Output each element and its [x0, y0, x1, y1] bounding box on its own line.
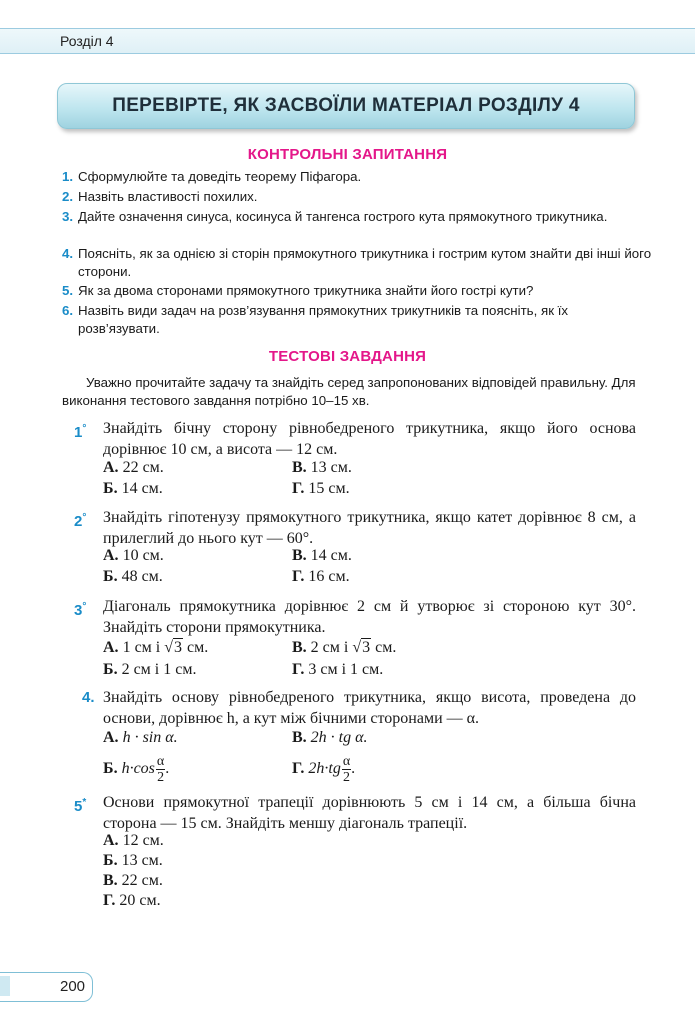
question-number: 6. — [62, 303, 74, 318]
answer-option: В. 13 см. — [292, 459, 352, 476]
tests-intro: Уважно прочитайте задачу та знайдіть серед запропонованих відповідей правильну. Для виконання тестового завдання потрібно 10–15 хв. — [62, 375, 636, 408]
answer-option: А. 10 см. — [103, 547, 164, 564]
answer-option: А. 12 см. — [103, 832, 164, 849]
answer-option: Г. 3 см і 1 см. — [292, 661, 384, 678]
answer-option: Г. 2h·tg $\frac{\alpha}{2}$ . — [292, 754, 356, 785]
question-text: Поясніть, як за однією зі сторін прямокутного трикутника і гострим кутом знайти дві інші його сторони. — [78, 246, 652, 279]
control-question — [62, 282, 652, 300]
answer-option: В. 14 см. — [292, 547, 352, 564]
answer-option: Г. 16 см. — [292, 568, 350, 585]
task-text: Знайдіть бічну сторону рівнобедреного трикутника, якщо його основа дорівнює 10 см, а висота — 12 см. — [103, 420, 636, 458]
control-question — [62, 245, 652, 281]
question-number: 1. — [62, 169, 74, 184]
question-text: Назвіть властивості похилих. — [78, 189, 258, 204]
answer-option: Б. 14 см. — [103, 480, 163, 497]
answer-option: В. 2h · tg α. — [292, 729, 368, 746]
tests-title: ТЕСТОВІ ЗАВДАННЯ — [268, 348, 427, 365]
test-task — [74, 508, 636, 549]
answer-option: Г. 20 см. — [103, 892, 161, 909]
control-question — [62, 208, 652, 226]
task-text: Основи прямокутної трапеції дорівнюють 5 см і 14 см, а більша бічна сторона — 15 см. Знайдіть меншу діагональ трапеції. — [103, 794, 636, 832]
section-banner — [57, 83, 635, 129]
page-number-tab — [0, 972, 93, 1002]
question-text: Як за двома сторонами прямокутного трикутника знайти його гострі кути? — [78, 283, 534, 298]
control-question — [62, 302, 652, 338]
answer-option: А. 1 см і √3 см. — [103, 639, 209, 656]
question-text: Назвіть види задач на розв’язування прямокутних трикутників та поясніть, як їх розв’язувати. — [78, 303, 569, 336]
square-root: √3 — [164, 639, 183, 656]
task-number: 2° — [74, 512, 87, 530]
task-number: 1° — [74, 423, 87, 441]
fraction: $\frac{\alpha}{2}$ — [342, 754, 351, 785]
question-number: 3. — [62, 209, 74, 224]
question-number: 2. — [62, 189, 74, 204]
task-number: 5* — [74, 797, 87, 815]
test-task — [74, 688, 636, 729]
chapter-label: Розділ 4 — [60, 33, 114, 49]
question-text: Сформулюйте та доведіть теорему Піфагора. — [78, 169, 362, 184]
answer-option: В. 2 см і √3 см. — [292, 639, 397, 656]
control-questions-title: КОНТРОЛЬНІ ЗАПИТАННЯ — [247, 146, 448, 163]
fraction: $\frac{\alpha}{2}$ — [156, 754, 165, 785]
answer-option: Б. h·cos $\frac{\alpha}{2}$ . — [103, 754, 170, 785]
task-text: Знайдіть гіпотенузу прямокутного трикутника, якщо катет дорівнює 8 см, а прилеглий до нього кут — 60°. — [103, 509, 636, 547]
answer-option: Б. 2 см і 1 см. — [103, 661, 197, 678]
control-question — [62, 168, 652, 186]
answer-option: Б. 13 см. — [103, 852, 163, 869]
answer-option: Б. 48 см. — [103, 568, 163, 585]
tab-accent — [0, 976, 10, 996]
question-text: Дайте означення синуса, косинуса й тангенса гострого кута прямокутного трикутника. — [78, 209, 608, 224]
task-text: Знайдіть основу рівнобедреного трикутника, якщо висота, проведена до основи, дорівнює h, а кут між бічними сторонами — α. — [103, 689, 636, 727]
answer-option: В. 22 см. — [103, 872, 163, 889]
task-number: 3° — [74, 601, 87, 619]
question-number: 5. — [62, 283, 74, 298]
task-number: 4. — [82, 689, 95, 706]
banner-title: ПЕРЕВІРТЕ, ЯК ЗАСВОЇЛИ МАТЕРІАЛ РОЗДІЛУ 4 — [112, 95, 580, 116]
answer-option: Г. 15 см. — [292, 480, 350, 497]
square-root: √3 — [352, 639, 371, 656]
chapter-header — [0, 28, 695, 54]
answer-option: А. 22 см. — [103, 459, 164, 476]
question-number: 4. — [62, 246, 74, 261]
task-text: Діагональ прямокутника дорівнює 2 см й утворює зі стороною кут 30°. Знайдіть сторони прямокутника. — [103, 598, 636, 636]
page-number: 200 — [60, 978, 86, 995]
test-task — [74, 793, 636, 834]
control-question — [62, 188, 652, 206]
test-task — [74, 597, 636, 638]
test-task — [74, 419, 636, 460]
answer-option: А. h · sin α. — [103, 729, 178, 746]
